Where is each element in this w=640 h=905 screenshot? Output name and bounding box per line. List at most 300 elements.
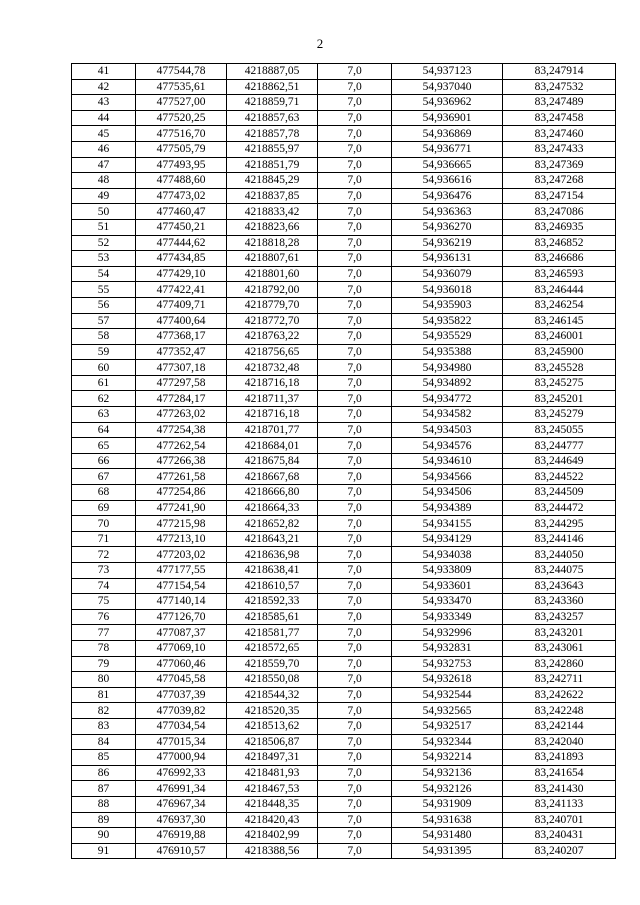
cell-y: 4218833,42 [227, 204, 318, 220]
cell-x: 476937,30 [136, 812, 227, 828]
table-row [72, 672, 616, 688]
cell-y: 4218481,93 [227, 765, 318, 781]
cell-accuracy: 7,0 [318, 640, 392, 656]
cell-no: 88 [72, 796, 136, 812]
cell-no: 45 [72, 126, 136, 142]
cell-y: 4218666,80 [227, 485, 318, 501]
cell-latitude: 54,934566 [392, 469, 503, 485]
table-row [72, 843, 616, 859]
cell-x: 477422,41 [136, 282, 227, 298]
cell-x: 477069,10 [136, 640, 227, 656]
cell-longitude: 83,246686 [503, 251, 616, 267]
table-row [72, 79, 616, 95]
cell-y: 4218592,33 [227, 594, 318, 610]
cell-x: 477203,02 [136, 547, 227, 563]
cell-x: 477297,58 [136, 375, 227, 391]
cell-longitude: 83,241430 [503, 781, 616, 797]
cell-latitude: 54,936363 [392, 204, 503, 220]
cell-accuracy: 7,0 [318, 578, 392, 594]
cell-y: 4218845,29 [227, 173, 318, 189]
cell-accuracy: 7,0 [318, 391, 392, 407]
table-row [72, 485, 616, 501]
cell-y: 4218851,79 [227, 157, 318, 173]
table-row [72, 703, 616, 719]
cell-latitude: 54,934155 [392, 516, 503, 532]
cell-no: 53 [72, 251, 136, 267]
cell-accuracy: 7,0 [318, 157, 392, 173]
cell-latitude: 54,931909 [392, 796, 503, 812]
cell-latitude: 54,932753 [392, 656, 503, 672]
cell-y: 4218862,51 [227, 79, 318, 95]
cell-y: 4218544,32 [227, 687, 318, 703]
cell-longitude: 83,246001 [503, 329, 616, 345]
table-row [72, 547, 616, 563]
cell-latitude: 54,936901 [392, 110, 503, 126]
cell-x: 477126,70 [136, 609, 227, 625]
cell-no: 89 [72, 812, 136, 828]
cell-longitude: 83,247086 [503, 204, 616, 220]
table-row [72, 578, 616, 594]
cell-y: 4218857,78 [227, 126, 318, 142]
cell-longitude: 83,243360 [503, 594, 616, 610]
cell-y: 4218610,57 [227, 578, 318, 594]
table-row [72, 718, 616, 734]
cell-longitude: 83,241133 [503, 796, 616, 812]
cell-x: 477262,54 [136, 438, 227, 454]
table-row [72, 828, 616, 844]
cell-x: 477535,61 [136, 79, 227, 95]
cell-y: 4218756,65 [227, 344, 318, 360]
cell-longitude: 83,247914 [503, 64, 616, 80]
table-row [72, 266, 616, 282]
table-row [72, 282, 616, 298]
cell-no: 46 [72, 141, 136, 157]
cell-accuracy: 7,0 [318, 718, 392, 734]
cell-latitude: 54,936270 [392, 219, 503, 235]
cell-no: 62 [72, 391, 136, 407]
cell-y: 4218388,56 [227, 843, 318, 859]
table-row [72, 235, 616, 251]
cell-latitude: 54,936771 [392, 141, 503, 157]
cell-accuracy: 7,0 [318, 843, 392, 859]
cell-accuracy: 7,0 [318, 485, 392, 501]
cell-accuracy: 7,0 [318, 672, 392, 688]
cell-no: 52 [72, 235, 136, 251]
cell-no: 48 [72, 173, 136, 189]
cell-no: 41 [72, 64, 136, 80]
table-row [72, 126, 616, 142]
cell-latitude: 54,933349 [392, 609, 503, 625]
cell-accuracy: 7,0 [318, 282, 392, 298]
cell-y: 4218772,70 [227, 313, 318, 329]
cell-longitude: 83,245275 [503, 375, 616, 391]
table-row [72, 64, 616, 80]
cell-y: 4218497,31 [227, 750, 318, 766]
cell-latitude: 54,935903 [392, 297, 503, 313]
table-row [72, 391, 616, 407]
cell-accuracy: 7,0 [318, 516, 392, 532]
cell-accuracy: 7,0 [318, 656, 392, 672]
cell-no: 67 [72, 469, 136, 485]
cell-longitude: 83,245528 [503, 360, 616, 376]
cell-longitude: 83,244295 [503, 516, 616, 532]
cell-latitude: 54,934389 [392, 500, 503, 516]
cell-longitude: 83,247532 [503, 79, 616, 95]
cell-latitude: 54,931395 [392, 843, 503, 859]
cell-latitude: 54,932344 [392, 734, 503, 750]
table-row [72, 297, 616, 313]
cell-no: 56 [72, 297, 136, 313]
cell-longitude: 83,244075 [503, 563, 616, 579]
cell-no: 44 [72, 110, 136, 126]
cell-longitude: 83,245900 [503, 344, 616, 360]
cell-no: 91 [72, 843, 136, 859]
table-row [72, 360, 616, 376]
cell-latitude: 54,934129 [392, 531, 503, 547]
cell-latitude: 54,934576 [392, 438, 503, 454]
cell-accuracy: 7,0 [318, 563, 392, 579]
cell-no: 58 [72, 329, 136, 345]
cell-latitude: 54,932136 [392, 765, 503, 781]
cell-y: 4218559,70 [227, 656, 318, 672]
table-row [72, 469, 616, 485]
cell-no: 74 [72, 578, 136, 594]
table-row [72, 110, 616, 126]
cell-y: 4218887,05 [227, 64, 318, 80]
cell-x: 477284,17 [136, 391, 227, 407]
cell-y: 4218636,98 [227, 547, 318, 563]
cell-y: 4218550,08 [227, 672, 318, 688]
cell-longitude: 83,242860 [503, 656, 616, 672]
cell-y: 4218572,65 [227, 640, 318, 656]
table-row [72, 251, 616, 267]
cell-accuracy: 7,0 [318, 110, 392, 126]
cell-accuracy: 7,0 [318, 188, 392, 204]
cell-accuracy: 7,0 [318, 453, 392, 469]
cell-y: 4218801,60 [227, 266, 318, 282]
cell-latitude: 54,933809 [392, 563, 503, 579]
table-row [72, 500, 616, 516]
table-row [72, 687, 616, 703]
cell-y: 4218467,53 [227, 781, 318, 797]
coordinates-table [71, 63, 616, 859]
cell-accuracy: 7,0 [318, 828, 392, 844]
cell-longitude: 83,247433 [503, 141, 616, 157]
cell-y: 4218667,68 [227, 469, 318, 485]
cell-accuracy: 7,0 [318, 329, 392, 345]
cell-no: 43 [72, 95, 136, 111]
cell-x: 477473,02 [136, 188, 227, 204]
cell-longitude: 83,243643 [503, 578, 616, 594]
cell-latitude: 54,933601 [392, 578, 503, 594]
cell-y: 4218823,66 [227, 219, 318, 235]
table-row [72, 157, 616, 173]
cell-y: 4218520,35 [227, 703, 318, 719]
cell-latitude: 54,932544 [392, 687, 503, 703]
table-row [72, 765, 616, 781]
cell-latitude: 54,932565 [392, 703, 503, 719]
page-number: 2 [316, 36, 324, 51]
table-row [72, 531, 616, 547]
cell-x: 477241,90 [136, 500, 227, 516]
cell-x: 477516,70 [136, 126, 227, 142]
cell-longitude: 83,245201 [503, 391, 616, 407]
cell-latitude: 54,937123 [392, 64, 503, 80]
cell-x: 477254,38 [136, 422, 227, 438]
coordinates-table-body [72, 64, 616, 859]
cell-latitude: 54,936079 [392, 266, 503, 282]
cell-no: 66 [72, 453, 136, 469]
cell-no: 83 [72, 718, 136, 734]
table-row [72, 563, 616, 579]
cell-x: 477544,78 [136, 64, 227, 80]
cell-x: 477037,39 [136, 687, 227, 703]
cell-no: 47 [72, 157, 136, 173]
table-row [72, 422, 616, 438]
table-row [72, 173, 616, 189]
cell-y: 4218716,18 [227, 407, 318, 423]
cell-x: 477215,98 [136, 516, 227, 532]
table-row [72, 204, 616, 220]
cell-no: 86 [72, 765, 136, 781]
cell-no: 78 [72, 640, 136, 656]
cell-latitude: 54,931638 [392, 812, 503, 828]
cell-longitude: 83,246593 [503, 266, 616, 282]
cell-x: 477266,38 [136, 453, 227, 469]
table-row [72, 313, 616, 329]
cell-no: 61 [72, 375, 136, 391]
cell-y: 4218585,61 [227, 609, 318, 625]
cell-longitude: 83,246852 [503, 235, 616, 251]
cell-longitude: 83,241654 [503, 765, 616, 781]
table-row [72, 594, 616, 610]
cell-x: 477015,34 [136, 734, 227, 750]
cell-no: 87 [72, 781, 136, 797]
cell-x: 477000,94 [136, 750, 227, 766]
cell-y: 4218859,71 [227, 95, 318, 111]
cell-x: 477140,14 [136, 594, 227, 610]
cell-accuracy: 7,0 [318, 173, 392, 189]
cell-y: 4218855,97 [227, 141, 318, 157]
cell-accuracy: 7,0 [318, 235, 392, 251]
cell-latitude: 54,932996 [392, 625, 503, 641]
table-row [72, 734, 616, 750]
cell-x: 477045,58 [136, 672, 227, 688]
cell-latitude: 54,936131 [392, 251, 503, 267]
cell-y: 4218711,37 [227, 391, 318, 407]
cell-accuracy: 7,0 [318, 422, 392, 438]
cell-y: 4218763,22 [227, 329, 318, 345]
cell-longitude: 83,241893 [503, 750, 616, 766]
cell-no: 51 [72, 219, 136, 235]
cell-x: 477368,17 [136, 329, 227, 345]
cell-accuracy: 7,0 [318, 765, 392, 781]
cell-longitude: 83,242622 [503, 687, 616, 703]
cell-accuracy: 7,0 [318, 781, 392, 797]
cell-latitude: 54,934038 [392, 547, 503, 563]
cell-accuracy: 7,0 [318, 266, 392, 282]
cell-no: 60 [72, 360, 136, 376]
cell-accuracy: 7,0 [318, 95, 392, 111]
cell-y: 4218402,99 [227, 828, 318, 844]
cell-longitude: 83,247268 [503, 173, 616, 189]
cell-accuracy: 7,0 [318, 375, 392, 391]
cell-accuracy: 7,0 [318, 64, 392, 80]
cell-longitude: 83,243201 [503, 625, 616, 641]
cell-longitude: 83,240431 [503, 828, 616, 844]
cell-latitude: 54,933470 [392, 594, 503, 610]
cell-y: 4218652,82 [227, 516, 318, 532]
cell-no: 77 [72, 625, 136, 641]
cell-x: 477520,25 [136, 110, 227, 126]
cell-accuracy: 7,0 [318, 547, 392, 563]
cell-x: 477444,62 [136, 235, 227, 251]
table-row [72, 640, 616, 656]
cell-accuracy: 7,0 [318, 500, 392, 516]
cell-accuracy: 7,0 [318, 204, 392, 220]
cell-longitude: 83,247458 [503, 110, 616, 126]
cell-longitude: 83,247154 [503, 188, 616, 204]
cell-latitude: 54,937040 [392, 79, 503, 95]
cell-y: 4218506,87 [227, 734, 318, 750]
cell-x: 477254,86 [136, 485, 227, 501]
cell-x: 477493,95 [136, 157, 227, 173]
cell-latitude: 54,934980 [392, 360, 503, 376]
cell-latitude: 54,936665 [392, 157, 503, 173]
cell-accuracy: 7,0 [318, 625, 392, 641]
cell-y: 4218807,61 [227, 251, 318, 267]
cell-longitude: 83,244050 [503, 547, 616, 563]
cell-x: 477400,64 [136, 313, 227, 329]
cell-x: 477460,47 [136, 204, 227, 220]
cell-no: 68 [72, 485, 136, 501]
cell-no: 82 [72, 703, 136, 719]
cell-no: 50 [72, 204, 136, 220]
cell-accuracy: 7,0 [318, 469, 392, 485]
cell-no: 64 [72, 422, 136, 438]
cell-x: 477087,37 [136, 625, 227, 641]
table-row [72, 812, 616, 828]
cell-x: 477488,60 [136, 173, 227, 189]
cell-accuracy: 7,0 [318, 609, 392, 625]
cell-latitude: 54,935388 [392, 344, 503, 360]
table-row [72, 625, 616, 641]
cell-latitude: 54,934610 [392, 453, 503, 469]
cell-longitude: 83,246935 [503, 219, 616, 235]
cell-latitude: 54,932214 [392, 750, 503, 766]
cell-latitude: 54,931480 [392, 828, 503, 844]
table-row [72, 453, 616, 469]
cell-no: 57 [72, 313, 136, 329]
cell-y: 4218448,35 [227, 796, 318, 812]
cell-no: 54 [72, 266, 136, 282]
cell-x: 476991,34 [136, 781, 227, 797]
cell-latitude: 54,932831 [392, 640, 503, 656]
cell-x: 476919,88 [136, 828, 227, 844]
table-row [72, 344, 616, 360]
cell-longitude: 83,242040 [503, 734, 616, 750]
cell-no: 75 [72, 594, 136, 610]
cell-no: 90 [72, 828, 136, 844]
table-row [72, 438, 616, 454]
cell-y: 4218837,85 [227, 188, 318, 204]
cell-no: 63 [72, 407, 136, 423]
cell-latitude: 54,934582 [392, 407, 503, 423]
cell-y: 4218581,77 [227, 625, 318, 641]
table-row [72, 609, 616, 625]
cell-accuracy: 7,0 [318, 407, 392, 423]
cell-accuracy: 7,0 [318, 360, 392, 376]
cell-y: 4218643,21 [227, 531, 318, 547]
cell-longitude: 83,242248 [503, 703, 616, 719]
table-row [72, 516, 616, 532]
cell-accuracy: 7,0 [318, 79, 392, 95]
table-row [72, 188, 616, 204]
table-row [72, 796, 616, 812]
cell-y: 4218732,48 [227, 360, 318, 376]
cell-no: 72 [72, 547, 136, 563]
cell-no: 70 [72, 516, 136, 532]
cell-x: 477352,47 [136, 344, 227, 360]
cell-accuracy: 7,0 [318, 251, 392, 267]
cell-latitude: 54,935822 [392, 313, 503, 329]
cell-longitude: 83,244146 [503, 531, 616, 547]
cell-longitude: 83,242711 [503, 672, 616, 688]
cell-longitude: 83,244777 [503, 438, 616, 454]
cell-accuracy: 7,0 [318, 313, 392, 329]
table-row [72, 750, 616, 766]
cell-longitude: 83,244472 [503, 500, 616, 516]
cell-no: 42 [72, 79, 136, 95]
cell-longitude: 83,247460 [503, 126, 616, 142]
cell-longitude: 83,244509 [503, 485, 616, 501]
cell-accuracy: 7,0 [318, 812, 392, 828]
cell-y: 4218684,01 [227, 438, 318, 454]
cell-longitude: 83,247489 [503, 95, 616, 111]
cell-x: 477263,02 [136, 407, 227, 423]
cell-longitude: 83,244522 [503, 469, 616, 485]
cell-latitude: 54,932126 [392, 781, 503, 797]
table-row [72, 407, 616, 423]
cell-no: 71 [72, 531, 136, 547]
cell-longitude: 83,244649 [503, 453, 616, 469]
cell-x: 477527,00 [136, 95, 227, 111]
cell-no: 49 [72, 188, 136, 204]
cell-latitude: 54,934892 [392, 375, 503, 391]
cell-no: 79 [72, 656, 136, 672]
cell-y: 4218818,28 [227, 235, 318, 251]
cell-no: 84 [72, 734, 136, 750]
cell-x: 477213,10 [136, 531, 227, 547]
cell-longitude: 83,240207 [503, 843, 616, 859]
cell-accuracy: 7,0 [318, 750, 392, 766]
cell-x: 476967,34 [136, 796, 227, 812]
cell-longitude: 83,240701 [503, 812, 616, 828]
cell-x: 477034,54 [136, 718, 227, 734]
cell-latitude: 54,936869 [392, 126, 503, 142]
table-row [72, 781, 616, 797]
cell-y: 4218716,18 [227, 375, 318, 391]
cell-latitude: 54,936476 [392, 188, 503, 204]
cell-no: 69 [72, 500, 136, 516]
cell-accuracy: 7,0 [318, 141, 392, 157]
cell-accuracy: 7,0 [318, 687, 392, 703]
cell-no: 55 [72, 282, 136, 298]
cell-longitude: 83,246254 [503, 297, 616, 313]
cell-longitude: 83,242144 [503, 718, 616, 734]
cell-longitude: 83,245279 [503, 407, 616, 423]
cell-accuracy: 7,0 [318, 594, 392, 610]
